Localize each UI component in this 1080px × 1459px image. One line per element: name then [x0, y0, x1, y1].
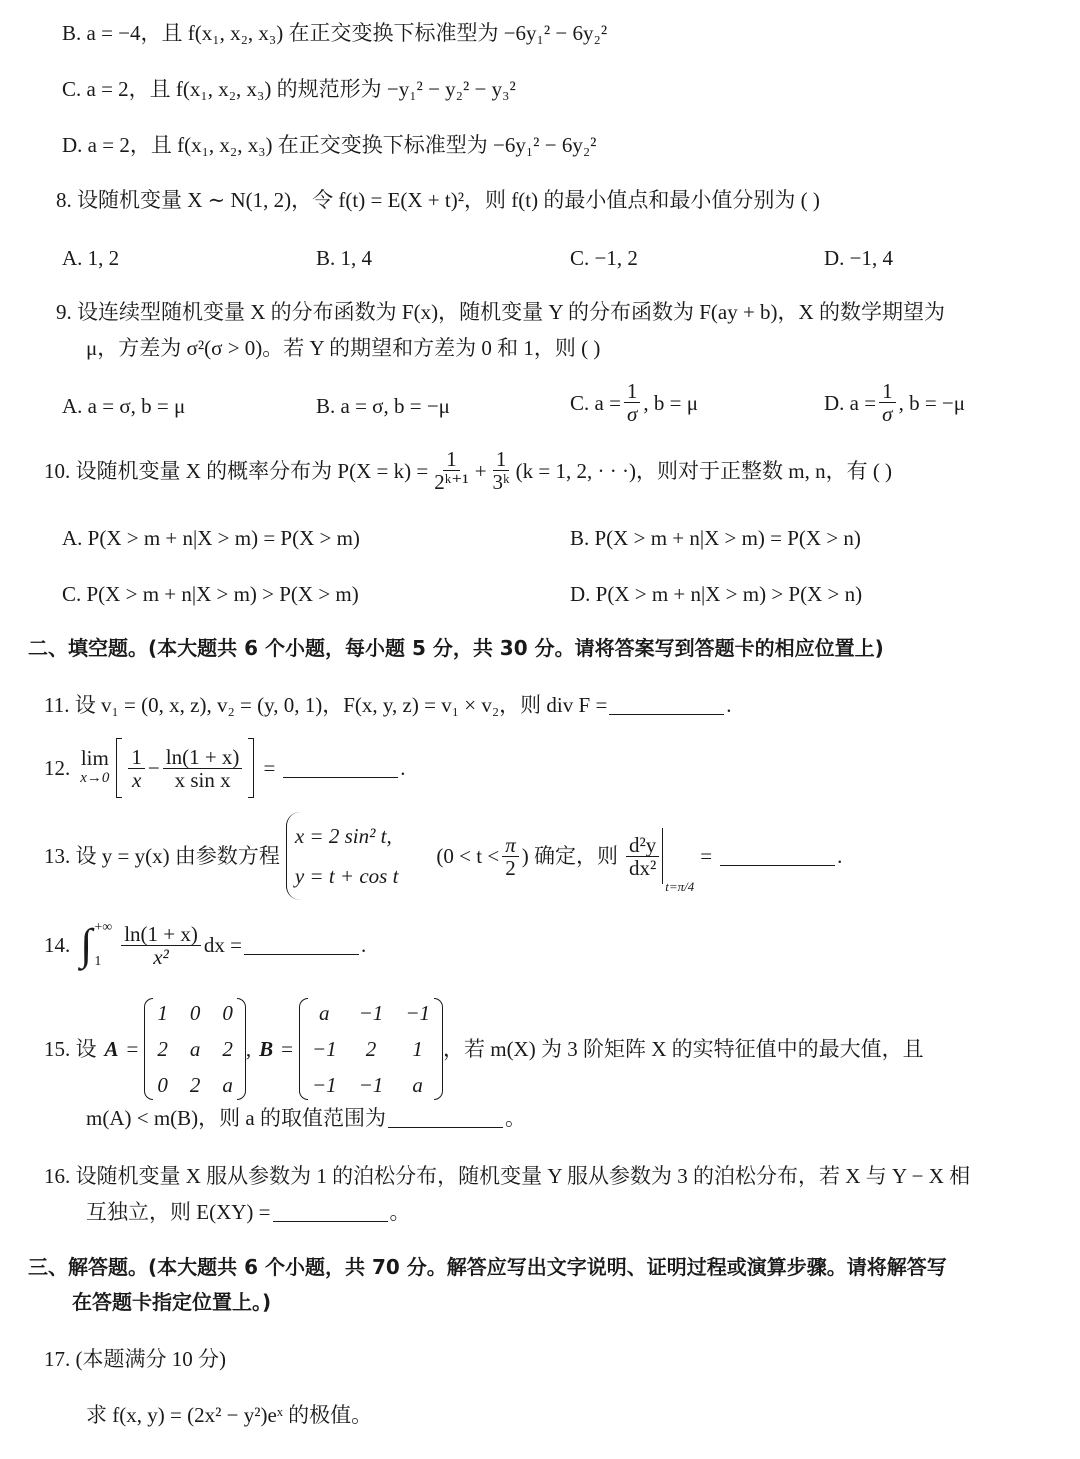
q11 — [44, 692, 732, 718]
option-label: C. a = — [570, 390, 621, 415]
stem-text: 11. 设 v₁ = (0, x, z), v₂ = (y, 0, 1)，F(x, y, z) = v₁ × v₂，则 div F = — [44, 693, 608, 717]
numerator: 1 — [443, 448, 460, 471]
q9-option-b: B. a = σ, b = −μ — [316, 394, 450, 418]
matrix-b — [308, 1000, 434, 1098]
denominator: 2ᵏ⁺¹ — [434, 470, 469, 494]
denominator: 3ᵏ — [492, 470, 510, 494]
equals: = — [700, 844, 713, 868]
option-rest: , b = −μ — [898, 390, 966, 415]
q10-option-b: B. P(X > m + n|X > m) = P(X > n) — [570, 526, 861, 550]
matrix-a — [153, 1000, 237, 1098]
answer-blank — [609, 696, 724, 715]
period: . — [726, 693, 732, 717]
q8-option-b: B. 1, 4 — [316, 246, 373, 270]
evaluation-point: t=π/4 — [665, 879, 695, 894]
stem-text: 13. 设 y = y(x) 由参数方程 — [44, 844, 280, 868]
q9-stem-line1: 9. 设连续型随机变量 X 的分布函数为 F(x)，随机变量 Y 的分布函数为 F(ay + b)，X 的数学期望为 — [56, 300, 945, 324]
answer-blank — [388, 1109, 503, 1128]
stem-text: ，若 m(X) 为 3 阶矩阵 X 的实特征值中的最大值，且 — [442, 1037, 924, 1061]
q16-line2 — [86, 1199, 411, 1225]
option-rest: , b = μ — [643, 390, 699, 415]
q14 — [44, 915, 366, 975]
matrix-entry: −1 — [358, 1001, 384, 1025]
matrix-entry: 0 — [157, 1073, 168, 1097]
matrix-entry: −1 — [358, 1073, 384, 1097]
q9-option-c — [570, 380, 698, 425]
equals: = — [263, 756, 276, 780]
answer-blank — [720, 847, 835, 866]
q10-option-d: D. P(X > m + n|X > m) > P(X > n) — [570, 582, 863, 606]
lower-limit: 1 — [94, 954, 102, 969]
section-2-heading: 二、填空题。(本大题共 6 个小题，每小题 5 分，共 30 分。请将答案写到答题卡的相应位置上) — [28, 636, 884, 660]
stem-text: 15. 设 — [44, 1037, 97, 1061]
matrix-entry: a — [222, 1073, 233, 1097]
numerator: ln(1 + x) — [163, 746, 243, 769]
q8-stem: 8. 设随机变量 X ∼ N(1, 2)，令 f(t) = E(X + t)²，则 f(t) 的最小值点和最小值分别为 ( ) — [56, 188, 820, 212]
answer-blank — [273, 1203, 388, 1222]
lim-text: lim — [80, 746, 109, 770]
integral-sign: ∫ — [80, 920, 93, 969]
q12 — [44, 738, 406, 798]
q17-body: 求 f(x, y) = (2x² − y²)eˣ 的极值。 — [86, 1403, 373, 1427]
fraction-pi-2 — [502, 834, 519, 879]
q9-option-d — [824, 380, 965, 425]
numerator: d²y — [626, 834, 659, 857]
integral-limits — [94, 915, 112, 975]
condition: (0 < t < — [436, 844, 500, 868]
question-number: 12. — [44, 756, 71, 780]
left-paren — [144, 998, 153, 1100]
integrand — [121, 923, 201, 968]
period: . — [400, 756, 406, 780]
fraction-2 — [163, 746, 243, 791]
answer-blank — [244, 936, 359, 955]
denominator: x sin x — [174, 767, 231, 792]
denominator: σ — [882, 402, 893, 426]
equals: = — [126, 1037, 139, 1061]
q8-option-d: D. −1, 4 — [824, 246, 894, 270]
fraction-1 — [128, 746, 145, 791]
period: 。 — [389, 1200, 411, 1224]
q10-option-a: A. P(X > m + n|X > m) = P(X > m) — [62, 526, 360, 550]
fraction-2 — [490, 448, 513, 493]
equation-1: x = 2 sin² t, — [294, 824, 392, 848]
matrix-entry: a — [319, 1001, 330, 1025]
matrix-entry: 2 — [157, 1037, 168, 1061]
fraction-1 — [431, 448, 472, 493]
matrix-a-label: A — [104, 1037, 119, 1061]
stem-text: m(A) < m(B)，则 a 的取值范围为 — [86, 1106, 386, 1130]
right-bracket — [248, 738, 254, 798]
matrix-entry: 2 — [222, 1037, 233, 1061]
equation-2: y = t + cos t — [294, 864, 399, 888]
matrix-entry: 1 — [412, 1037, 423, 1061]
question-number: 14. — [44, 933, 71, 957]
matrix-entry: −1 — [311, 1037, 337, 1061]
matrix-entry: 1 — [157, 1001, 168, 1025]
q8-option-c: C. −1, 2 — [570, 246, 638, 270]
stem-text: ) 确定，则 — [521, 844, 618, 868]
left-bracket — [116, 738, 122, 798]
period: . — [360, 933, 367, 957]
denominator: dx² — [628, 855, 657, 880]
matrix-entry: a — [412, 1073, 423, 1097]
q17-heading: 17. (本题满分 10 分) — [44, 1347, 226, 1371]
q9-stem-line2: μ，方差为 σ²(σ > 0)。若 Y 的期望和方差为 0 和 1，则 ( ) — [86, 336, 601, 360]
second-derivative — [626, 834, 659, 879]
matrix-b-label: B — [259, 1037, 274, 1061]
denominator: 2 — [505, 855, 516, 880]
numerator: 1 — [128, 746, 145, 769]
limit — [80, 748, 109, 788]
upper-limit: +∞ — [94, 920, 113, 935]
lim-subscript: x→0 — [80, 770, 110, 786]
q10-stem — [44, 448, 892, 493]
numerator: 1 — [493, 448, 510, 471]
numerator: ln(1 + x) — [121, 923, 201, 946]
period: . — [837, 844, 843, 868]
right-paren — [434, 998, 443, 1100]
plus-sign: + — [474, 458, 487, 483]
numerator: 1 — [879, 380, 896, 403]
q13 — [44, 812, 842, 900]
stem-text: 10. 设随机变量 X 的概率分布为 P(X = k) = — [44, 458, 429, 483]
fraction — [624, 380, 641, 425]
matrix-entry: −1 — [405, 1001, 430, 1025]
q16-line1: 16. 设随机变量 X 服从参数为 1 的泊松分布，随机变量 Y 服从参数为 3 的泊松分布，若 X 与 Y − X 相 — [44, 1164, 971, 1188]
section-3-heading-line2: 在答题卡指定位置上。) — [72, 1290, 272, 1314]
denominator: x — [132, 767, 142, 792]
stem-text: (k = 1, 2, · · ·)，则对于正整数 m, n，有 ( ) — [515, 458, 893, 483]
matrix-entry: a — [189, 1037, 201, 1061]
matrix-entry: 0 — [222, 1001, 233, 1025]
answer-blank — [283, 759, 398, 778]
matrix-entry: −1 — [311, 1073, 337, 1097]
q9-option-a: A. a = σ, b = μ — [62, 394, 186, 418]
fraction — [879, 380, 896, 425]
matrix-entry: 0 — [189, 1001, 201, 1025]
option-label: D. a = — [824, 390, 877, 415]
q15 — [44, 998, 924, 1100]
q7-option-b: B. a = −4，且 f(x₁, x₂, x₃) 在正交变换下标准型为 −6y₁² − 6y₂² — [62, 21, 608, 45]
minus-sign: − — [147, 756, 160, 780]
equation-system — [286, 812, 407, 900]
right-paren — [237, 998, 246, 1100]
period: 。 — [504, 1106, 526, 1130]
numerator: 1 — [624, 380, 641, 403]
denominator: x² — [153, 944, 169, 969]
evaluation-bar — [662, 828, 663, 884]
q7-option-d: D. a = 2，且 f(x₁, x₂, x₃) 在正交变换下标准型为 −6y₁² − 6y₂² — [62, 133, 597, 157]
q15-line2 — [86, 1105, 526, 1131]
stem-text: 互独立，则 E(XY) = — [86, 1200, 271, 1224]
dx-equals: dx = — [203, 933, 242, 957]
matrix-entry: 2 — [189, 1073, 201, 1097]
denominator: σ — [626, 402, 638, 426]
matrix-entry: 2 — [365, 1037, 377, 1061]
q8-option-a: A. 1, 2 — [62, 246, 120, 270]
comma: , — [245, 1037, 252, 1061]
q10-option-c: C. P(X > m + n|X > m) > P(X > m) — [62, 582, 359, 606]
equals: = — [281, 1037, 293, 1061]
section-3-heading-line1: 三、解答题。(本大题共 6 个小题，共 70 分。解答应写出文字说明、证明过程或演算步骤。请将解答写 — [28, 1255, 947, 1279]
left-paren — [299, 998, 308, 1100]
numerator: π — [502, 834, 519, 857]
q7-option-c: C. a = 2，且 f(x₁, x₂, x₃) 的规范形为 −y₁² − y₂² − y₃² — [62, 77, 516, 101]
